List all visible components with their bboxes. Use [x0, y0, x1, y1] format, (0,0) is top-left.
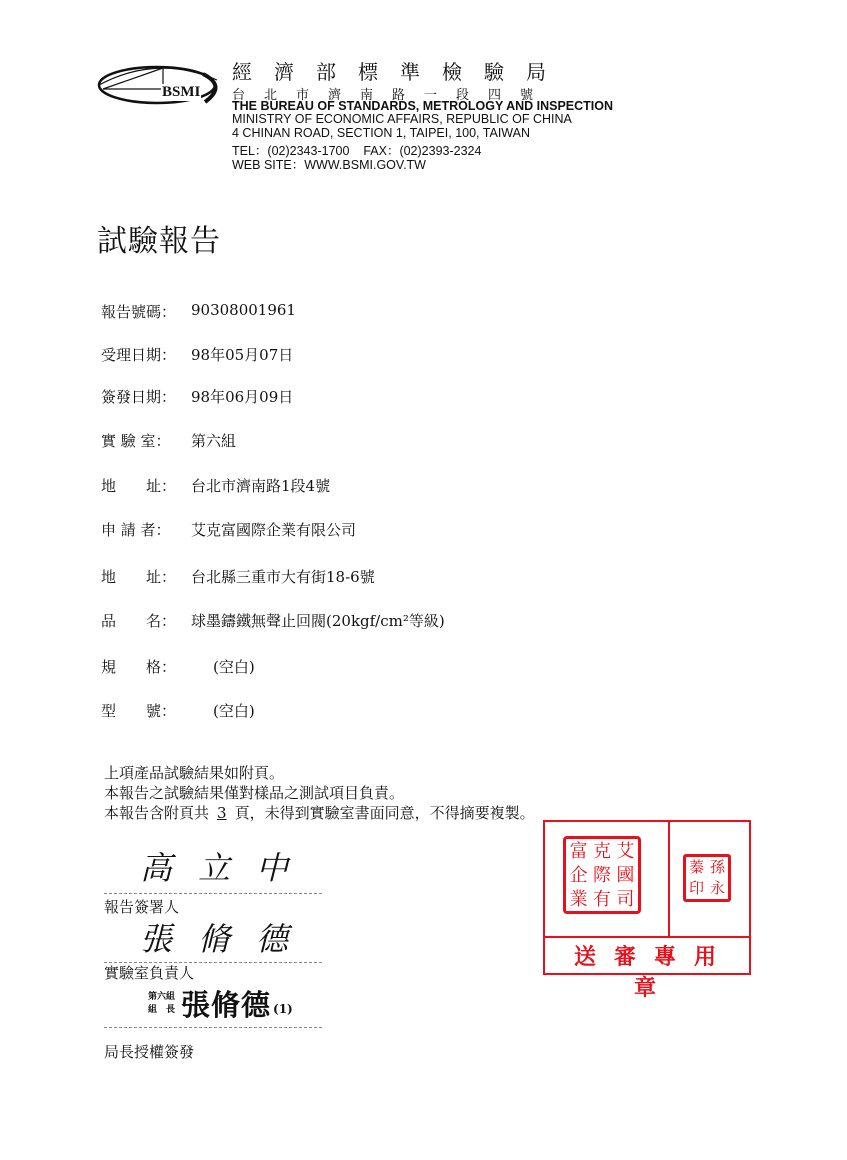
report-notes	[104, 763, 535, 823]
field-value: 台北市濟南路1段4號	[191, 477, 331, 495]
signature-line	[104, 893, 322, 894]
field-value: 艾克富國際企業有限公司	[191, 521, 357, 539]
field-lab-address	[101, 475, 330, 496]
signer1-label: 報告簽署人	[104, 898, 180, 916]
field-label: 規 格：	[101, 658, 177, 676]
note-line-3	[104, 803, 535, 823]
field-value: (空白)	[213, 658, 255, 676]
field-laboratory	[101, 430, 236, 451]
field-value: 98年05月07日	[191, 346, 294, 364]
ministry-en: MINISTRY OF ECONOMIC AFFAIRS, REPUBLIC OF CHINA	[232, 112, 572, 126]
org-name-en: THE BUREAU OF STANDARDS, METROLOGY AND INSPECTION	[232, 99, 614, 113]
field-value: (空白)	[213, 702, 255, 720]
website: WEB SITE：WWW.BSMI.GOV.TW	[232, 158, 426, 172]
field-applicant-address	[101, 566, 375, 587]
address-zh: 台北市濟南路一段四號	[232, 88, 553, 103]
field-report-number	[101, 301, 296, 322]
field-label: 地 址：	[101, 568, 177, 586]
bsmi-logo	[95, 62, 225, 108]
personal-seal: 蓁 孫 印 永	[683, 854, 731, 902]
page-title: 試驗報告	[97, 224, 221, 259]
field-value: 第六組	[191, 432, 237, 450]
field-value: 球墨鑄鐵無聲止回閥(20kgf/cm²等級)	[191, 612, 445, 630]
field-value: 台北縣三重市大有街18-6號	[191, 568, 375, 586]
field-model	[101, 700, 255, 721]
page-count: 3	[217, 804, 227, 822]
address-en: 4 CHINAN ROAD, SECTION 1, TAIPEI, 100, TAIWAN	[232, 126, 530, 140]
tel-fax: TEL：(02)2343-1700 FAX：(02)2393-2324	[232, 144, 482, 158]
field-label: 簽發日期：	[101, 388, 177, 406]
note-line-1: 上項產品試驗結果如附頁。	[104, 764, 285, 782]
logo-text: BSMI	[162, 84, 201, 100]
stamp-divider-horizontal	[543, 936, 751, 938]
stamp-group-title: 第六組 組 長	[148, 991, 176, 1015]
field-specification	[101, 656, 255, 677]
field-label: 型 號：	[101, 702, 177, 720]
field-label: 報告號碼：	[101, 303, 177, 321]
note-prefix: 本報告含附頁共	[104, 804, 210, 822]
company-seal: 富 克 艾 企 際 國 業 有 司	[563, 836, 641, 914]
field-issue-date	[101, 386, 293, 407]
field-product-name	[101, 610, 445, 631]
signature-line	[104, 1027, 322, 1028]
note-line-2: 本報告之試驗結果僅對樣品之測試項目負責。	[104, 784, 405, 802]
bsmi-logo-icon	[95, 62, 225, 108]
stamp-number: (1)	[273, 1001, 293, 1016]
stamp-name: 張脩德	[181, 988, 272, 1022]
field-received-date	[101, 344, 293, 365]
note-suffix: 頁，未得到實驗室書面同意，不得摘要複製。	[234, 804, 535, 822]
field-label: 品 名：	[101, 612, 177, 630]
field-label: 地 址：	[101, 477, 177, 495]
org-name-zh: 經濟部標準檢驗局	[232, 60, 568, 84]
field-label: 實 驗 室：	[101, 432, 171, 450]
signer2-signature: 張脩德	[140, 920, 315, 958]
field-value: 90308001961	[191, 301, 296, 319]
field-applicant	[101, 519, 356, 540]
stamp-caption: 送審專用章	[573, 945, 734, 1001]
stamp-divider-vertical	[668, 820, 670, 937]
signer1-signature: 高立中	[140, 849, 315, 887]
signer2-label: 實驗室負責人	[104, 964, 195, 982]
authorization-label: 局長授權簽發	[104, 1043, 195, 1061]
section-chief-name-stamp	[148, 983, 293, 1024]
field-value: 98年06月09日	[191, 388, 294, 406]
field-label: 受理日期：	[101, 346, 177, 364]
field-label: 申 請 者：	[101, 521, 171, 539]
